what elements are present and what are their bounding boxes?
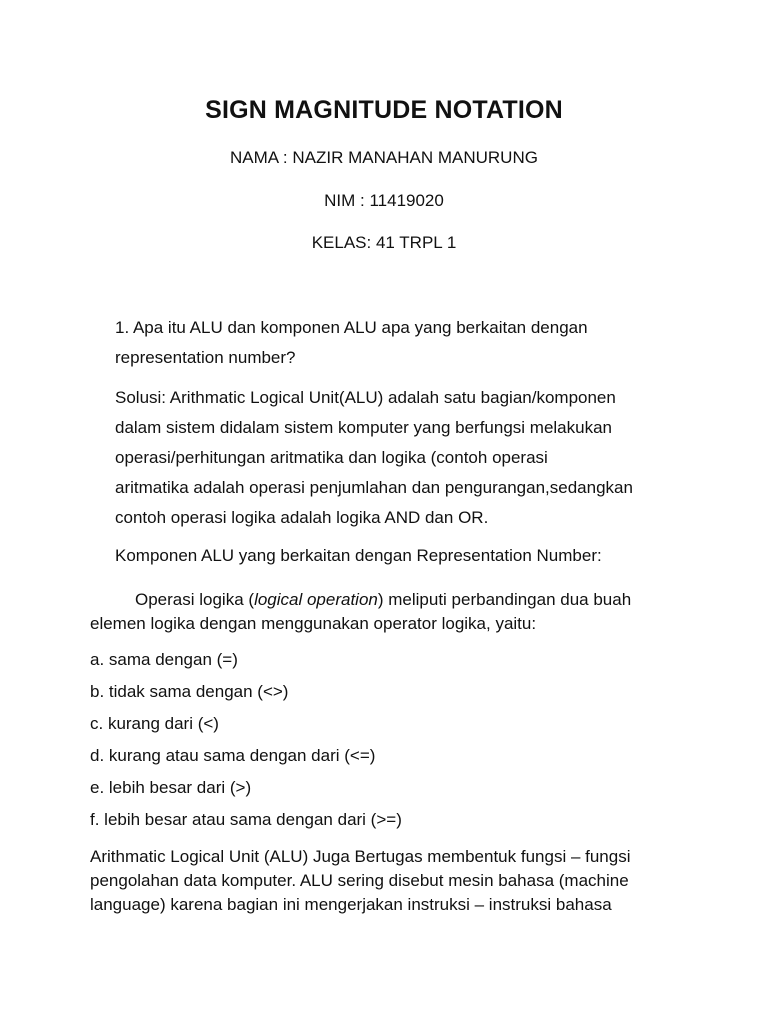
list-item: a. sama dengan (=) <box>90 650 238 669</box>
operasi-paragraph <box>90 588 631 636</box>
final-line: pengolahan data komputer. ALU sering disebut mesin bahasa (machine <box>90 871 629 890</box>
solution-line: dalam sistem didalam sistem komputer yang berfungsi melakukan <box>115 418 613 437</box>
solution-line: operasi/perhitungan aritmatika dan logika (contoh operasi <box>115 448 548 467</box>
list-item: e. lebih besar dari (>) <box>90 778 252 797</box>
student-nim: NIM : 11419020 <box>324 191 444 210</box>
solution-paragraph <box>115 383 633 533</box>
final-line: language) karena bagian ini mengerjakan instruksi – instruksi bahasa <box>90 895 612 914</box>
solution-line: contoh operasi logika adalah logika AND dan OR. <box>115 508 489 527</box>
list-item: d. kurang atau sama dengan dari (<=) <box>90 746 376 765</box>
list-item: b. tidak sama dengan (<>) <box>90 682 289 701</box>
operasi-prefix: Operasi logika ( <box>135 590 255 609</box>
solution-line: aritmatika adalah operasi penjumlahan dan pengurangan,sedangkan <box>115 478 633 497</box>
final-line: Arithmatic Logical Unit (ALU) Juga Bertugas membentuk fungsi – fungsi <box>90 847 631 866</box>
list-item: c. kurang dari (<) <box>90 714 219 733</box>
final-paragraph <box>90 845 630 917</box>
operasi-line: elemen logika dengan menggunakan operator logika, yaitu: <box>90 614 537 633</box>
page-title: SIGN MAGNITUDE NOTATION <box>205 96 563 124</box>
operasi-line <box>90 588 631 612</box>
student-name: NAMA : NAZIR MANAHAN MANURUNG <box>230 148 538 167</box>
operasi-suffix: ) meliputi perbandingan dua buah <box>377 590 632 609</box>
operator-list <box>90 644 402 836</box>
student-class: KELAS: 41 TRPL 1 <box>311 233 457 252</box>
question-line: 1. Apa itu ALU dan komponen ALU apa yang berkaitan dengan <box>115 318 588 337</box>
komponen-heading: Komponen ALU yang berkaitan dengan Representation Number: <box>115 546 602 565</box>
question-1 <box>115 313 588 373</box>
question-line: representation number? <box>115 348 296 367</box>
operasi-italic: logical operation <box>254 590 378 609</box>
list-item: f. lebih besar atau sama dengan dari (>=) <box>90 810 402 829</box>
solution-line: Solusi: Arithmatic Logical Unit(ALU) adalah satu bagian/komponen <box>115 388 616 407</box>
